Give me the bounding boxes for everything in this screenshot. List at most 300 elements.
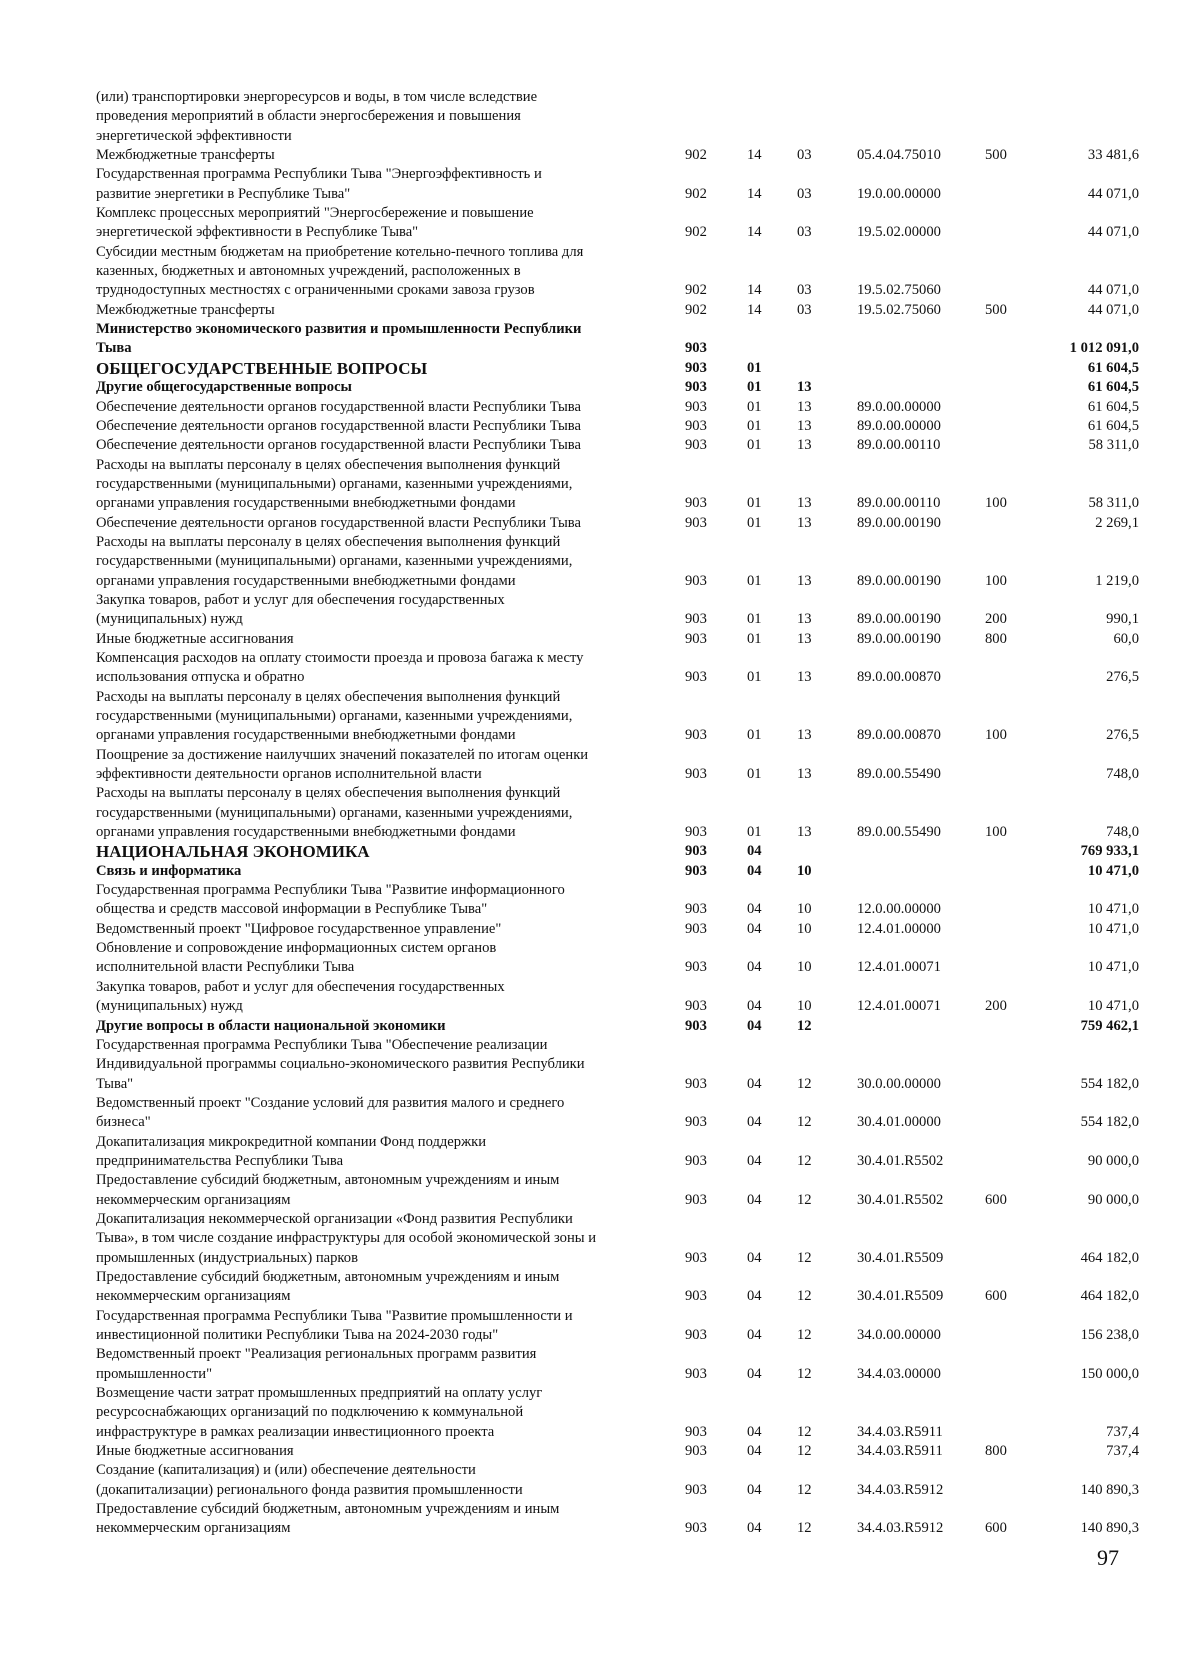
item-name-line: Субсидии местным бюджетам на приобретение котельно-печного топлива для xyxy=(96,243,584,260)
item-name-line: Возмещение части затрат промышленных предприятий на оплату услуг xyxy=(96,1385,543,1402)
item-name-line: промышленных (индустриальных) парков xyxy=(96,1249,358,1266)
expense-type-code: 600 xyxy=(985,1191,1007,1208)
table-row xyxy=(96,1500,1138,1539)
section-code: 04 xyxy=(747,1249,762,1266)
amount: 748,0 xyxy=(1106,824,1139,841)
target-item-code: 12.4.01.00000 xyxy=(857,920,941,937)
amount: 44 071,0 xyxy=(1087,224,1139,241)
section-code: 14 xyxy=(747,185,762,202)
ministry-code: 903 xyxy=(685,843,707,860)
section-code: 01 xyxy=(747,398,762,415)
table-row xyxy=(96,204,1138,243)
item-name-line: (докапитализации) регионального фонда развития промышленности xyxy=(96,1481,523,1498)
section-code: 01 xyxy=(747,766,762,783)
item-name xyxy=(96,688,684,746)
target-item-code: 89.0.00.00000 xyxy=(857,398,941,415)
item-name-line: Связь и информатика xyxy=(96,862,242,879)
expense-type-code: 100 xyxy=(985,824,1007,841)
expense-type-code: 200 xyxy=(985,611,1007,628)
item-name-line: Ведомственный проект "Реализация региональных программ развития xyxy=(96,1346,537,1363)
amount: 61 604,5 xyxy=(1087,379,1139,396)
amount: 1 219,0 xyxy=(1095,572,1139,589)
target-item-code: 05.4.04.75010 xyxy=(857,147,941,164)
ministry-code: 903 xyxy=(685,1443,707,1460)
item-name xyxy=(96,1133,684,1172)
ministry-code: 903 xyxy=(685,959,707,976)
amount: 10 471,0 xyxy=(1087,920,1139,937)
section-code: 01 xyxy=(747,611,762,628)
table-row xyxy=(96,301,1138,320)
section-code: 01 xyxy=(747,727,762,744)
target-item-code: 30.4.01.R5502 xyxy=(857,1191,944,1208)
table-row xyxy=(96,649,1138,688)
item-name-line: Обеспечение деятельности органов государственной власти Республики Тыва xyxy=(96,514,581,531)
subsection-code: 03 xyxy=(797,224,812,241)
table-row xyxy=(96,1171,1138,1210)
amount: 10 471,0 xyxy=(1087,862,1139,879)
item-name-line: Расходы на выплаты персоналу в целях обеспечения выполнения функций xyxy=(96,533,561,550)
amount: 10 471,0 xyxy=(1087,959,1139,976)
item-name-line: государственными (муниципальными) органами, казенными учреждениями, xyxy=(96,708,573,724)
item-name-line: Предоставление субсидий бюджетным, автономным учреждениям и иным xyxy=(96,1172,560,1189)
ministry-code: 903 xyxy=(685,630,707,647)
table-row xyxy=(96,630,1138,649)
subsection-code: 13 xyxy=(797,495,812,512)
ministry-code: 902 xyxy=(685,224,707,241)
amount: 554 182,0 xyxy=(1080,1075,1139,1092)
item-name xyxy=(96,320,684,359)
ministry-code: 903 xyxy=(685,1288,707,1305)
item-name-line: органами управления государственными внебюджетными фондами xyxy=(96,495,516,512)
table-row xyxy=(96,939,1138,978)
item-name xyxy=(96,978,684,1017)
item-name-line: Расходы на выплаты персоналу в целях обеспечения выполнения функций xyxy=(96,456,561,473)
amount: 464 182,0 xyxy=(1080,1288,1139,1305)
ministry-code: 903 xyxy=(685,1520,707,1537)
item-name xyxy=(96,842,684,861)
item-name xyxy=(96,1171,684,1210)
table-row xyxy=(96,688,1138,746)
table-row xyxy=(96,398,1138,417)
subsection-code: 13 xyxy=(797,824,812,841)
section-code: 04 xyxy=(747,862,762,879)
section-code: 14 xyxy=(747,301,762,318)
table-row xyxy=(96,378,1138,397)
item-name xyxy=(96,649,684,688)
table-row xyxy=(96,920,1138,939)
item-name xyxy=(96,939,684,978)
table-row xyxy=(96,456,1138,514)
item-name-line: органами управления государственными внебюджетными фондами xyxy=(96,727,516,744)
amount: 60,0 xyxy=(1113,630,1139,647)
ministry-code: 903 xyxy=(685,824,707,841)
amount: 44 071,0 xyxy=(1087,282,1139,299)
target-item-code: 89.0.00.00870 xyxy=(857,727,941,744)
expense-type-code: 600 xyxy=(985,1288,1007,1305)
ministry-code: 903 xyxy=(685,1327,707,1343)
section-code: 14 xyxy=(747,282,762,299)
section-code: 04 xyxy=(747,1481,762,1498)
section-code: 04 xyxy=(747,843,762,860)
table-row xyxy=(96,1133,1138,1172)
subsection-code: 12 xyxy=(797,1114,812,1131)
table-row xyxy=(96,436,1138,455)
target-item-code: 34.4.03.R5912 xyxy=(857,1520,944,1537)
section-code: 01 xyxy=(747,572,762,589)
target-item-code: 89.0.00.00190 xyxy=(857,514,941,531)
ministry-code: 903 xyxy=(685,727,707,744)
item-name-line: инфраструктуре в рамках реализации инвестиционного проекта xyxy=(96,1423,495,1440)
target-item-code: 34.4.03.R5911 xyxy=(857,1423,943,1440)
item-name xyxy=(96,1345,684,1384)
ministry-code: 903 xyxy=(685,1423,707,1440)
table-row xyxy=(96,862,1138,881)
item-name-line: Докапитализация микрокредитной компании Фонд поддержки xyxy=(96,1133,487,1150)
subsection-code: 12 xyxy=(797,1017,812,1034)
table-row xyxy=(96,88,1138,146)
item-name-line: (или) транспортировки энергоресурсов и воды, в том числе вследствие xyxy=(96,89,538,105)
section-code: 04 xyxy=(747,901,762,918)
item-name-line: проведения мероприятий в области энергосбережения и повышения xyxy=(96,108,521,125)
item-name-line: Комплекс процессных мероприятий "Энергосбережение и повышение xyxy=(96,205,534,222)
item-name xyxy=(96,1036,684,1094)
expense-type-code: 100 xyxy=(985,572,1007,589)
subsection-code: 12 xyxy=(797,1481,812,1498)
subsection-code: 10 xyxy=(797,901,812,918)
section-code: 04 xyxy=(747,1365,762,1382)
ministry-code: 903 xyxy=(685,437,707,454)
subsection-code: 13 xyxy=(797,417,812,434)
budget-table xyxy=(96,88,1138,1539)
item-name-line: Ведомственный проект "Цифровое государственное управление" xyxy=(96,920,502,937)
ministry-code: 903 xyxy=(685,379,707,396)
ministry-code: 903 xyxy=(685,495,707,512)
subsection-code: 13 xyxy=(797,669,812,686)
section-code: 04 xyxy=(747,1423,762,1440)
table-row xyxy=(96,514,1138,533)
item-name xyxy=(96,1094,684,1133)
item-name-line: Другие общегосударственные вопросы xyxy=(96,379,352,396)
amount: 61 604,5 xyxy=(1087,417,1139,434)
subsection-code: 12 xyxy=(797,1365,812,1382)
subsection-code: 03 xyxy=(797,185,812,202)
item-name xyxy=(96,1307,684,1346)
table-row xyxy=(96,1094,1138,1133)
table-row xyxy=(96,1307,1138,1346)
table-row xyxy=(96,842,1138,861)
section-code: 01 xyxy=(747,514,762,531)
section-code: 01 xyxy=(747,669,762,686)
expense-type-code: 500 xyxy=(985,301,1007,318)
subsection-code: 13 xyxy=(797,611,812,628)
section-code: 01 xyxy=(747,824,762,841)
item-name xyxy=(96,1461,684,1500)
target-item-code: 89.0.00.00110 xyxy=(857,495,941,512)
amount: 276,5 xyxy=(1106,727,1139,744)
amount: 90 000,0 xyxy=(1087,1191,1139,1208)
item-name xyxy=(96,359,684,378)
table-row xyxy=(96,881,1138,920)
item-name-line: (муниципальных) нужд xyxy=(96,998,243,1015)
subsection-code: 13 xyxy=(797,572,812,589)
item-name-line: общества и средств массовой информации в Республике Тыва" xyxy=(96,901,488,918)
table-row xyxy=(96,1461,1138,1500)
item-name-line: некоммерческим организациям xyxy=(96,1520,291,1537)
subsection-code: 12 xyxy=(797,1191,812,1208)
target-item-code: 34.4.03.00000 xyxy=(857,1365,941,1382)
subsection-code: 13 xyxy=(797,630,812,647)
amount: 156 238,0 xyxy=(1080,1327,1139,1343)
item-name-line: энергетической эффективности в Республике Тыва" xyxy=(96,224,419,241)
item-name-line: исполнительной власти Республики Тыва xyxy=(96,959,355,976)
item-name xyxy=(96,533,684,591)
item-name-line: Расходы на выплаты персоналу в целях обеспечения выполнения функций xyxy=(96,785,561,802)
table-row xyxy=(96,746,1138,785)
subsection-code: 13 xyxy=(797,766,812,783)
item-name xyxy=(96,456,684,514)
item-name xyxy=(96,514,684,533)
ministry-code: 902 xyxy=(685,185,707,202)
item-name-line: Компенсация расходов на оплату стоимости проезда и провоза багажа к месту xyxy=(96,649,584,666)
target-item-code: 89.0.00.00190 xyxy=(857,630,941,647)
amount: 140 890,3 xyxy=(1080,1481,1139,1498)
ministry-code: 903 xyxy=(685,1114,707,1131)
ministry-code: 903 xyxy=(685,398,707,415)
item-name xyxy=(96,436,684,455)
amount: 44 071,0 xyxy=(1087,185,1139,202)
item-name-line: Создание (капитализация) и (или) обеспечение деятельности xyxy=(96,1462,476,1479)
section-code: 04 xyxy=(747,1114,762,1131)
section-code: 04 xyxy=(747,1017,762,1034)
target-item-code: 30.0.00.00000 xyxy=(857,1075,941,1092)
item-name-line: Тыва" xyxy=(96,1075,134,1092)
amount: 58 311,0 xyxy=(1088,437,1139,454)
subsection-code: 03 xyxy=(797,282,812,299)
table-row xyxy=(96,591,1138,630)
item-name-line: Докапитализация некоммерческой организации «Фонд развития Республики xyxy=(96,1210,573,1227)
item-name xyxy=(96,1442,684,1461)
table-row xyxy=(96,784,1138,842)
amount: 737,4 xyxy=(1106,1443,1139,1460)
amount: 58 311,0 xyxy=(1088,495,1139,512)
section-code: 01 xyxy=(747,417,762,434)
section-code: 01 xyxy=(747,495,762,512)
subsection-code: 13 xyxy=(797,437,812,454)
table-row xyxy=(96,1017,1138,1036)
target-item-code: 30.4.01.00000 xyxy=(857,1114,941,1131)
target-item-code: 89.0.00.00190 xyxy=(857,611,941,628)
subsection-code: 10 xyxy=(797,920,812,937)
item-name xyxy=(96,88,684,146)
section-code: 14 xyxy=(747,224,762,241)
subsection-code: 13 xyxy=(797,514,812,531)
subsection-code: 03 xyxy=(797,301,812,318)
item-name-line: Ведомственный проект "Создание условий для развития малого и среднего xyxy=(96,1094,565,1111)
ministry-code: 903 xyxy=(685,340,707,357)
item-name-line: Закупка товаров, работ и услуг для обеспечения государственных xyxy=(96,591,505,608)
item-name xyxy=(96,862,684,881)
subsection-code: 13 xyxy=(797,379,812,396)
item-name xyxy=(96,204,684,243)
item-name xyxy=(96,1268,684,1307)
subsection-code: 03 xyxy=(797,147,812,164)
target-item-code: 34.0.00.00000 xyxy=(857,1327,941,1343)
ministry-code: 903 xyxy=(685,669,707,686)
ministry-code: 903 xyxy=(685,1365,707,1382)
expense-type-code: 800 xyxy=(985,630,1007,647)
subsection-code: 12 xyxy=(797,1288,812,1305)
item-name-line: Иные бюджетные ассигнования xyxy=(96,1443,294,1460)
ministry-code: 902 xyxy=(685,301,707,318)
item-name-line: бизнеса" xyxy=(96,1114,151,1131)
amount: 769 933,1 xyxy=(1080,843,1139,860)
amount: 759 462,1 xyxy=(1080,1017,1139,1034)
target-item-code: 89.0.00.00870 xyxy=(857,669,941,686)
section-code: 01 xyxy=(747,437,762,454)
item-name xyxy=(96,591,684,630)
subsection-code: 12 xyxy=(797,1423,812,1440)
section-code: 04 xyxy=(747,1520,762,1537)
expense-type-code: 500 xyxy=(985,147,1007,164)
subsection-code: 12 xyxy=(797,1443,812,1460)
subsection-code: 12 xyxy=(797,1075,812,1092)
ministry-code: 903 xyxy=(685,1191,707,1208)
amount: 737,4 xyxy=(1106,1423,1139,1440)
target-item-code: 34.4.03.R5912 xyxy=(857,1481,944,1498)
item-name-line: Иные бюджетные ассигнования xyxy=(96,630,294,647)
ministry-code: 903 xyxy=(685,862,707,879)
amount: 44 071,0 xyxy=(1087,301,1139,318)
item-name-line: Другие вопросы в области национальной экономики xyxy=(96,1017,446,1034)
item-name xyxy=(96,881,684,920)
item-name-line: некоммерческим организациям xyxy=(96,1288,291,1305)
ministry-code: 903 xyxy=(685,1017,707,1034)
section-code: 04 xyxy=(747,1327,762,1343)
item-name-line: казенных, бюджетных и автономных учреждений, расположенных в xyxy=(96,263,521,280)
ministry-code: 903 xyxy=(685,766,707,783)
amount: 150 000,0 xyxy=(1080,1365,1139,1382)
ministry-code: 903 xyxy=(685,611,707,628)
table-row xyxy=(96,978,1138,1017)
ministry-code: 903 xyxy=(685,1249,707,1266)
item-name xyxy=(96,146,684,165)
section-code: 04 xyxy=(747,920,762,937)
amount: 10 471,0 xyxy=(1087,901,1139,918)
amount: 140 890,3 xyxy=(1080,1520,1139,1537)
section-code: 01 xyxy=(747,359,762,376)
item-name xyxy=(96,378,684,397)
item-name-line: органами управления государственными внебюджетными фондами xyxy=(96,572,516,589)
section-code: 14 xyxy=(747,147,762,164)
item-name-line: инвестиционной политики Республики Тыва на 2024-2030 годы" xyxy=(96,1327,499,1343)
target-item-code: 30.4.01.R5509 xyxy=(857,1288,944,1305)
item-name-line: Обеспечение деятельности органов государственной власти Республики Тыва xyxy=(96,437,581,454)
table-row xyxy=(96,1345,1138,1384)
target-item-code: 12.0.00.00000 xyxy=(857,901,941,918)
table-row xyxy=(96,146,1138,165)
ministry-code: 903 xyxy=(685,1152,707,1169)
item-name-line: ОБЩЕГОСУДАРСТВЕННЫЕ ВОПРОСЫ xyxy=(96,358,428,378)
target-item-code: 30.4.01.R5509 xyxy=(857,1249,944,1266)
item-name xyxy=(96,630,684,649)
target-item-code: 19.5.02.00000 xyxy=(857,224,941,241)
target-item-code: 89.0.00.00110 xyxy=(857,437,941,454)
item-name-line: Межбюджетные трансферты xyxy=(96,147,275,164)
item-name-line: Государственная программа Республики Тыва "Развитие промышленности и xyxy=(96,1307,573,1324)
item-name xyxy=(96,920,684,939)
expense-type-code: 100 xyxy=(985,495,1007,512)
item-name-line: развитие энергетики в Республике Тыва" xyxy=(96,185,351,202)
item-name-line: Обновление и сопровождение информационных систем органов xyxy=(96,940,497,957)
amount: 276,5 xyxy=(1106,669,1139,686)
item-name xyxy=(96,398,684,417)
item-name-line: промышленности" xyxy=(96,1365,213,1382)
subsection-code: 12 xyxy=(797,1249,812,1266)
item-name-line: энергетической эффективности xyxy=(96,127,292,144)
item-name-line: Закупка товаров, работ и услуг для обеспечения государственных xyxy=(96,978,505,995)
item-name xyxy=(96,1017,684,1036)
page-number: 97 xyxy=(1097,1545,1119,1570)
amount: 464 182,0 xyxy=(1080,1249,1139,1266)
section-code: 04 xyxy=(747,1443,762,1460)
table-row xyxy=(96,359,1138,378)
item-name xyxy=(96,1384,684,1442)
target-item-code: 89.0.00.55490 xyxy=(857,766,941,783)
item-name-line: Тыва xyxy=(96,340,132,357)
subsection-code: 12 xyxy=(797,1152,812,1169)
item-name xyxy=(96,243,684,301)
section-code: 04 xyxy=(747,998,762,1015)
item-name-line: Межбюджетные трансферты xyxy=(96,301,275,318)
item-name-line: эффективности деятельности органов исполнительной власти xyxy=(96,766,482,783)
ministry-code: 903 xyxy=(685,1075,707,1092)
item-name-line: государственными (муниципальными) органами, казенными учреждениями, xyxy=(96,804,573,821)
item-name-line: использования отпуска и обратно xyxy=(96,669,305,686)
item-name xyxy=(96,417,684,436)
item-name-line: труднодоступных местностях с ограниченными сроками завоза грузов xyxy=(96,282,535,299)
section-code: 04 xyxy=(747,1288,762,1305)
item-name-line: Обеспечение деятельности органов государственной власти Республики Тыва xyxy=(96,398,581,415)
amount: 1 012 091,0 xyxy=(1069,340,1139,357)
amount: 61 604,5 xyxy=(1087,359,1139,376)
section-code: 01 xyxy=(747,379,762,396)
item-name xyxy=(96,301,684,320)
section-code: 04 xyxy=(747,1075,762,1092)
item-name xyxy=(96,165,684,204)
item-name-line: государственными (муниципальными) органами, казенными учреждениями, xyxy=(96,475,573,492)
ministry-code: 903 xyxy=(685,1481,707,1498)
section-code: 04 xyxy=(747,1152,762,1169)
target-item-code: 19.5.02.75060 xyxy=(857,301,941,318)
item-name-line: Расходы на выплаты персоналу в целях обеспечения выполнения функций xyxy=(96,688,561,705)
amount: 2 269,1 xyxy=(1095,514,1139,531)
item-name-line: предпринимательства Республики Тыва xyxy=(96,1152,344,1169)
table-row xyxy=(96,1036,1138,1094)
target-item-code: 12.4.01.00071 xyxy=(857,959,941,976)
expense-type-code: 600 xyxy=(985,1520,1007,1537)
ministry-code: 903 xyxy=(685,514,707,531)
section-code: 01 xyxy=(747,630,762,647)
table-row xyxy=(96,533,1138,591)
item-name-line: Индивидуальной программы социально-экономического развития Республики xyxy=(96,1056,585,1073)
section-code: 04 xyxy=(747,1191,762,1208)
item-name xyxy=(96,746,684,785)
target-item-code: 19.5.02.75060 xyxy=(857,282,941,299)
table-row xyxy=(96,165,1138,204)
amount: 554 182,0 xyxy=(1080,1114,1139,1131)
subsection-code: 12 xyxy=(797,1327,812,1343)
item-name-line: некоммерческим организациям xyxy=(96,1191,291,1208)
